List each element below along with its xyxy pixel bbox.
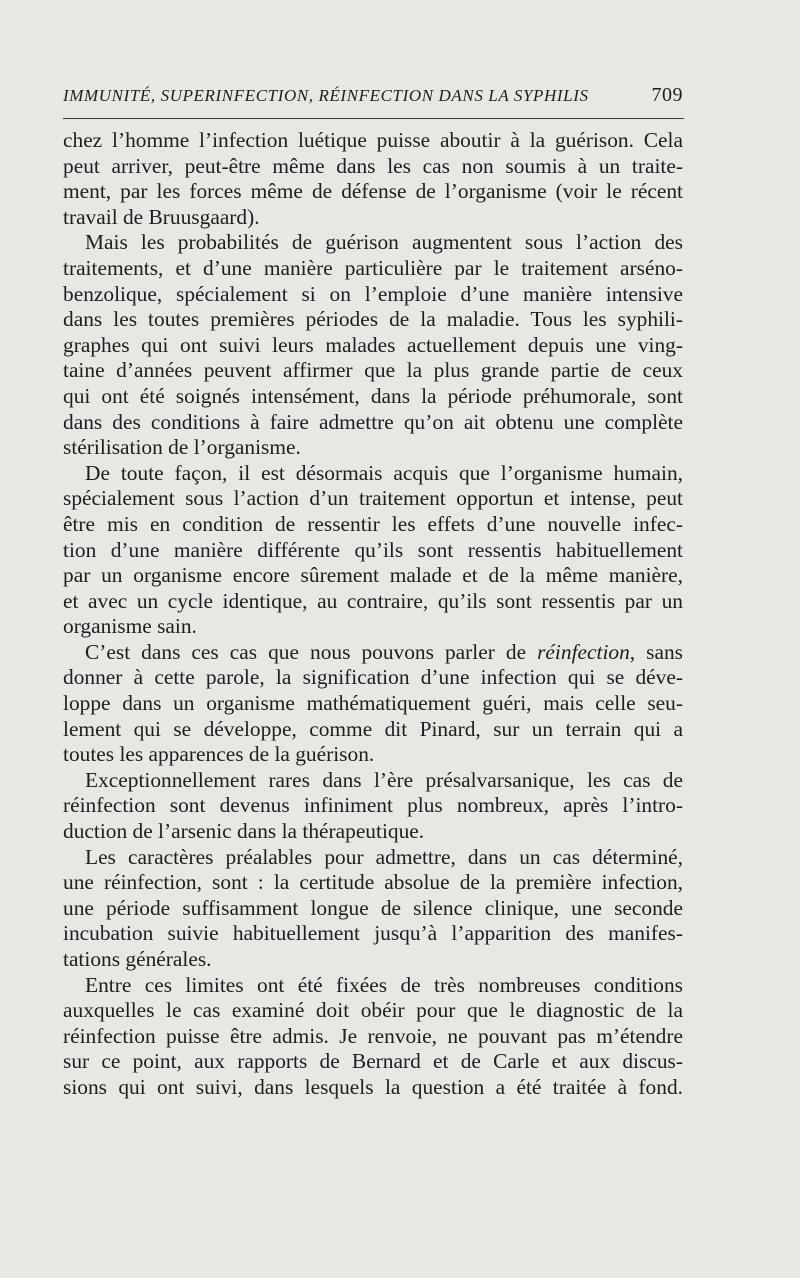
paragraph (63, 128, 683, 230)
text-line: C’est dans ces cas que nous pouvons parler de réinfection, sans (85, 639, 683, 664)
text-line: dans des conditions à faire admettre qu’on ait obtenu une complète (63, 409, 683, 434)
running-head (63, 82, 683, 112)
text-line: taine d’années peuvent affirmer que la plus grande partie de ceux (63, 358, 683, 383)
text-line: stérilisation de l’organisme. (63, 435, 301, 460)
text-line: traitements, et d’une manière particulière par le traitement arséno- (63, 255, 683, 280)
text-line: sur ce point, aux rapports de Bernard et de Carle et aux discus- (63, 1049, 683, 1074)
text-line: donner à cette parole, la signification d’une infection qui se déve- (63, 665, 683, 690)
text-line: chez l’homme l’infection luétique puisse aboutir à la guérison. Cela (63, 128, 683, 152)
paragraph (63, 845, 683, 973)
text-line: De toute façon, il est désormais acquis que l’organisme humain, (85, 460, 683, 485)
text-line: graphes qui ont suivi leurs malades actuellement depuis une ving- (63, 332, 683, 357)
text-line: organisme sain. (63, 614, 197, 639)
text-line: une réinfection, sont : la certitude absolue de la première infection, (63, 870, 683, 895)
text-line: dans les toutes premières périodes de la maladie. Tous les syphili- (63, 307, 683, 332)
text-line: qui ont été soignés intensément, dans la période préhumorale, sont (63, 383, 683, 408)
page-number: 709 (651, 84, 683, 106)
paragraph (63, 768, 683, 845)
paragraph (63, 973, 683, 1101)
text-line: par un organisme encore sûrement malade et de la même manière, (63, 563, 683, 588)
text-line: tations générales. (63, 947, 212, 971)
text-line: Les caractères préalables pour admettre, dans un cas déterminé, (85, 844, 683, 869)
text-line: duction de l’arsenic dans la thérapeutique. (63, 819, 425, 844)
italic-term: réinfection (537, 639, 630, 664)
text-line: incubation suivie habituellement jusqu’à l’apparition des manifes- (63, 921, 683, 946)
text-line: Mais les probabilités de guérison augmentent sous l’action des (85, 230, 683, 255)
text-line: être mis en condition de ressentir les effets d’une nouvelle infec- (63, 511, 683, 536)
text-line: réinfection sont devenus infiniment plus nombreux, après l’intro- (63, 793, 683, 818)
text-line: auxquelles le cas examiné doit obéir pour que le diagnostic de la (63, 998, 683, 1023)
text-line: réinfection puisse être admis. Je renvoie, ne pouvant pas m’étendre (63, 1023, 683, 1048)
text-line: travail de Bruusgaard). (63, 204, 260, 229)
text-line: benzolique, spécialement si on l’emploie d’une manière intensive (63, 281, 683, 306)
text-line: sions qui ont suivi, dans lesquels la question a été traitée à fond. (63, 1074, 683, 1099)
body-text (63, 128, 683, 1101)
paragraph (63, 640, 683, 768)
paragraph (63, 461, 683, 640)
text-line: Exceptionnellement rares dans l’ère présalvarsanique, les cas de (85, 767, 683, 792)
text-line: spécialement sous l’action d’un traitement opportun et intense, peut (63, 486, 683, 511)
text-line: lement qui se développe, comme dit Pinard, sur un terrain qui a (63, 716, 683, 741)
text-line: loppe dans un organisme mathématiquement guéri, mais celle seu- (63, 691, 683, 716)
text-line: tion d’une manière différente qu’ils sont ressentis habituellement (63, 537, 683, 562)
running-title: IMMUNITÉ, SUPERINFECTION, RÉINFECTION DANS LA SYPHILIS (63, 86, 589, 105)
paragraph (63, 230, 683, 460)
text-line: Entre ces limites ont été fixées de très nombreuses conditions (85, 972, 683, 997)
text-line: peut arriver, peut-être même dans les cas non soumis à un traite- (63, 153, 683, 178)
text-line: et avec un cycle identique, au contraire, qu’ils sont ressentis par un (63, 588, 683, 613)
text-line: toutes les apparences de la guérison. (63, 742, 375, 767)
text-line: ment, par les forces même de défense de l’organisme (voir le récent (63, 179, 683, 204)
header-rule (63, 118, 684, 119)
text-line: une période suffisamment longue de silence clinique, une seconde (63, 895, 683, 920)
